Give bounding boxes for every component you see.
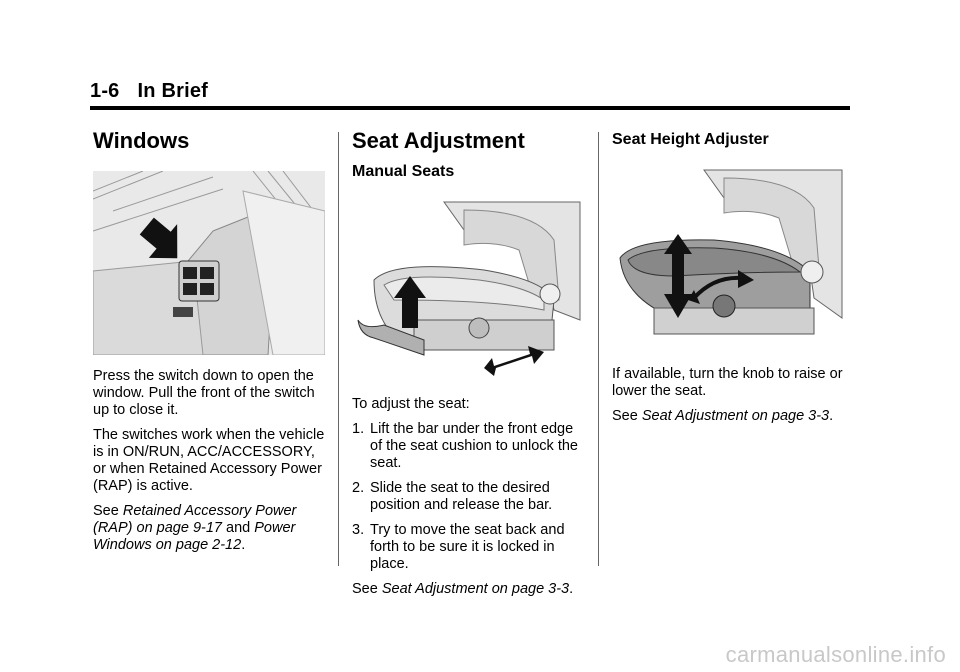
step-number: 2. bbox=[352, 480, 365, 496]
step-text: Try to move the seat back and forth to be sure it is locked in place. bbox=[370, 522, 565, 572]
see-prefix: See bbox=[352, 581, 378, 597]
see-end: . bbox=[829, 408, 834, 424]
seat-height-heading: Seat Height Adjuster bbox=[612, 131, 769, 148]
link-seat-adjustment[interactable]: Seat Adjustment on page 3-3 bbox=[381, 581, 570, 597]
link-rap[interactable]: Retained Accessory Power (RAP) on page 9-17 bbox=[93, 503, 297, 536]
windows-see-reference bbox=[93, 503, 329, 554]
windows-body bbox=[93, 368, 329, 562]
windows-paragraph-2: The switches work when the vehicle is in ON/RUN, ACC/ACCESSORY, or when Retained Accessory Power (RAP) is active. bbox=[93, 427, 325, 494]
seat-intro: To adjust the seat: bbox=[352, 396, 470, 412]
step-text: Lift the bar under the front edge of the seat cushion to unlock the seat. bbox=[370, 421, 578, 471]
seat-steps bbox=[352, 421, 588, 573]
see-end: . bbox=[241, 537, 246, 553]
watermark: carmanualsonline.info bbox=[725, 642, 946, 667]
step-number: 1. bbox=[352, 421, 365, 437]
list-item bbox=[352, 522, 588, 573]
windows-column bbox=[93, 128, 329, 154]
column-divider bbox=[598, 132, 599, 566]
windows-paragraph-1: Press the switch down to open the window. Pull the front of the switch up to close it. bbox=[93, 368, 315, 418]
see-prefix: See bbox=[612, 408, 638, 424]
list-item bbox=[352, 480, 588, 514]
manual-seats-heading: Manual Seats bbox=[352, 163, 455, 180]
windows-heading: Windows bbox=[93, 128, 190, 153]
window-switch-illustration bbox=[93, 171, 325, 355]
see-and: and bbox=[226, 520, 251, 536]
manual-seat-illustration bbox=[354, 200, 586, 382]
step-number: 3. bbox=[352, 522, 365, 538]
seat-height-column bbox=[612, 130, 862, 150]
seat-height-body bbox=[612, 366, 862, 433]
link-power-windows[interactable]: Power Windows on page 2-12 bbox=[93, 520, 296, 553]
page-number: 1-6 bbox=[90, 80, 120, 102]
column-divider bbox=[338, 132, 339, 566]
link-seat-adjustment[interactable]: Seat Adjustment on page 3-3 bbox=[641, 408, 830, 424]
see-prefix: See bbox=[93, 503, 119, 519]
seat-adjustment-heading: Seat Adjustment bbox=[352, 128, 525, 153]
see-end: . bbox=[569, 581, 574, 597]
seat-height-paragraph: If available, turn the knob to raise or lower the seat. bbox=[612, 366, 843, 399]
seat-adjustment-column bbox=[352, 128, 588, 182]
seat-height-see-reference bbox=[612, 408, 862, 425]
header-rule bbox=[90, 106, 850, 110]
section-title: In Brief bbox=[137, 80, 209, 102]
page-header bbox=[90, 80, 850, 103]
step-text: Slide the seat to the desired position and release the bar. bbox=[370, 480, 553, 513]
seat-see-reference bbox=[352, 581, 588, 598]
manual-seats-body bbox=[352, 396, 588, 606]
list-item bbox=[352, 421, 588, 472]
header-text bbox=[90, 80, 850, 103]
seat-height-illustration bbox=[614, 168, 846, 352]
